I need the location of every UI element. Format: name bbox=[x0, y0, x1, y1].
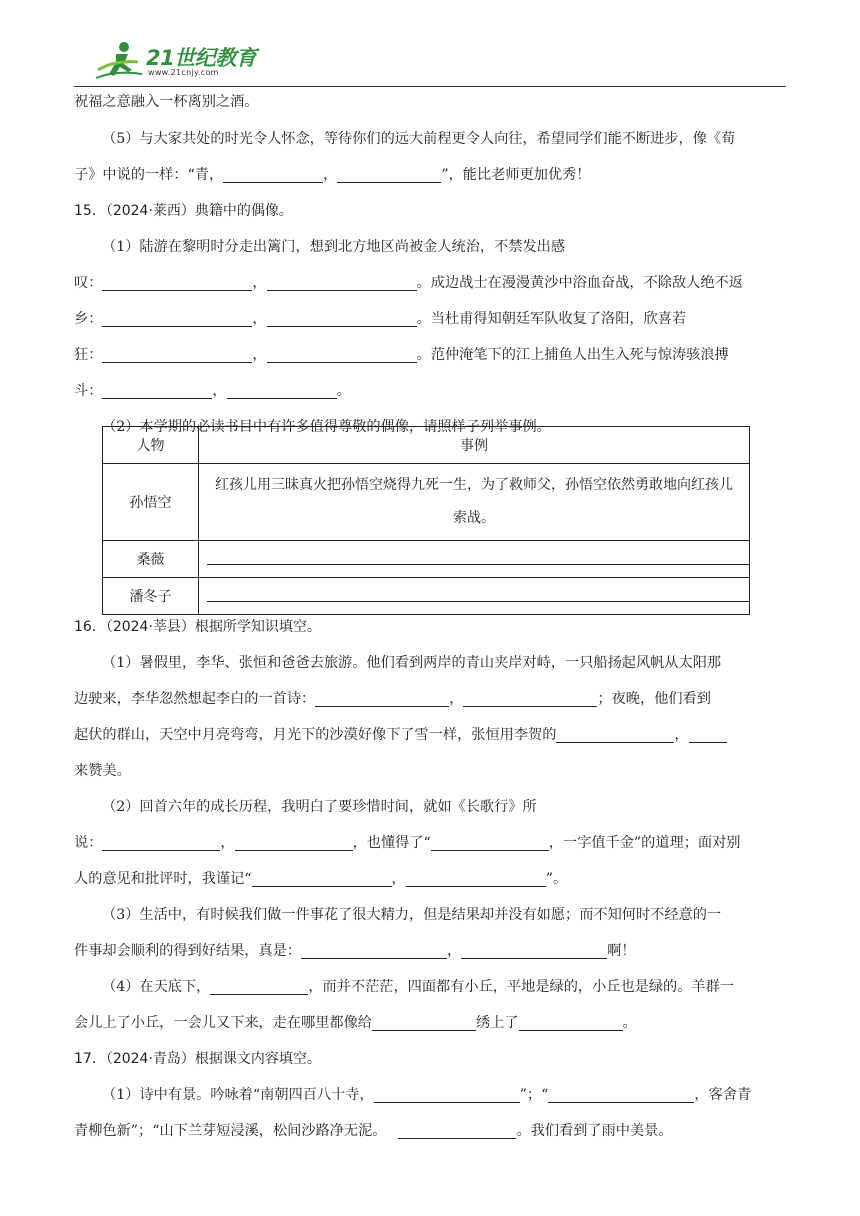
answer-blank[interactable] bbox=[374, 1082, 520, 1103]
answer-blank[interactable] bbox=[556, 722, 674, 743]
text: 。 bbox=[622, 1015, 637, 1031]
text: ， bbox=[220, 835, 235, 851]
text: 件事却会顺利的得到好结果，真是： bbox=[74, 943, 302, 959]
document-body bbox=[74, 88, 786, 445]
question-15-1-blanks-3 bbox=[74, 337, 786, 373]
text: ， bbox=[212, 383, 227, 399]
text: ， bbox=[674, 727, 689, 743]
text: 说： bbox=[74, 835, 103, 851]
answer-blank[interactable] bbox=[267, 306, 417, 327]
text: 人的意见和批评时，我谨记“ bbox=[74, 871, 252, 887]
text: 啊！ bbox=[607, 943, 636, 959]
answer-blank[interactable] bbox=[548, 1082, 694, 1103]
question-16-1-end bbox=[74, 753, 786, 789]
question-16-2-blanks-1 bbox=[74, 825, 786, 861]
text: ， bbox=[252, 311, 267, 327]
text: 乡： bbox=[74, 311, 103, 327]
table-cell-example: 红孩儿用三昧真火把孙悟空烧得九死一生，为了救师父，孙悟空依然勇敢地向红孩儿索战。 bbox=[199, 464, 750, 541]
question-15-1-blanks-1 bbox=[74, 265, 786, 301]
answer-blank[interactable] bbox=[227, 378, 337, 399]
text: 来赞美。 bbox=[74, 763, 131, 779]
text: 。成边战士在漫漫黄沙中浴血奋战，不除敌人绝不返 bbox=[416, 275, 743, 291]
text: 绣上了 bbox=[475, 1015, 519, 1031]
text: （5）与大家共处的时光令人怀念，等待你们的远大前程更令人向往，希望同学们能不断进步，像《荀 bbox=[102, 131, 736, 147]
question-17-1-blanks bbox=[74, 1113, 786, 1149]
text: ，客舍青 bbox=[694, 1087, 752, 1103]
text: 。当杜甫得知朝廷军队收复了洛阳，欣喜若 bbox=[416, 311, 687, 327]
question-15-1 bbox=[74, 229, 786, 265]
text: 起伏的群山，天空中月亮弯弯，月光下的沙漠好像下了雪一样，张恒用李贺的 bbox=[74, 727, 557, 743]
runner-logo-icon bbox=[94, 40, 146, 82]
text: ，一字值千金”的道理；面对别 bbox=[548, 835, 741, 851]
question-16-1 bbox=[74, 645, 786, 681]
logo-brand-text: 21世纪教育 bbox=[146, 46, 257, 70]
question-16-3-blanks bbox=[74, 933, 786, 969]
answer-blank[interactable] bbox=[102, 270, 252, 291]
text: （2）本学期的必读书目中有许多值得尊敬的偶像，请照样子列举事例。 bbox=[102, 419, 551, 435]
answer-blank[interactable] bbox=[235, 830, 353, 851]
page-header bbox=[74, 36, 786, 87]
text: ”，能比老师更加优秀！ bbox=[441, 167, 591, 183]
answer-blank[interactable] bbox=[267, 270, 417, 291]
table-cell-name: 孙悟空 bbox=[103, 464, 199, 541]
text: 。范仲淹笔下的江上捕鱼人出生入死与惊涛骇浪搏 bbox=[416, 347, 729, 363]
question-16-3 bbox=[74, 897, 786, 933]
question-17-title bbox=[74, 1041, 786, 1077]
question-title: 16．（2024·莘县）根据所学知识填空。 bbox=[74, 619, 321, 635]
question-16-2-blanks-2 bbox=[74, 861, 786, 897]
text: （3）生活中，有时候我们做一件事花了很大精力，但是结果却并没有如愿；而不知何时不经意的一 bbox=[102, 907, 722, 923]
text: ， bbox=[323, 167, 338, 183]
text: 青柳色新”；“山下兰芽短浸溪，松间沙路净无泥。 bbox=[74, 1123, 387, 1139]
text: ， bbox=[391, 871, 406, 887]
question-16-title bbox=[74, 609, 786, 645]
question-15-1-blanks-4 bbox=[74, 373, 786, 409]
answer-blank[interactable] bbox=[463, 686, 597, 707]
text: 斗： bbox=[74, 383, 103, 399]
table-cell-name: 桑薇 bbox=[103, 541, 199, 578]
text: ， bbox=[449, 691, 464, 707]
question-14-5-blanks bbox=[74, 157, 786, 193]
text: 会儿上了小丘，一会儿又下来，走在哪里都像给 bbox=[74, 1015, 372, 1031]
text: ；夜晚，他们看到 bbox=[597, 691, 711, 707]
question-14-5 bbox=[74, 121, 786, 157]
text: ， bbox=[447, 943, 462, 959]
table-header-row bbox=[103, 427, 750, 464]
question-15-1-blanks-2 bbox=[74, 301, 786, 337]
table-row bbox=[103, 541, 750, 578]
question-16-1-blanks-1 bbox=[74, 681, 786, 717]
answer-blank[interactable] bbox=[519, 1010, 623, 1031]
text: （2）回首六年的成长历程，我明白了要珍惜时间，就如《长歌行》所 bbox=[102, 799, 537, 815]
text: （1）诗中有景。吟咏着“南朝四百八十寺， bbox=[102, 1087, 374, 1103]
document-body-continued bbox=[74, 609, 786, 1149]
text: （4）在天底下， bbox=[102, 979, 211, 995]
answer-blank[interactable] bbox=[398, 1118, 516, 1139]
answer-blank[interactable] bbox=[372, 1010, 476, 1031]
answer-blank[interactable] bbox=[210, 974, 308, 995]
question-title: 15．（2024·莱西）典籍中的偶像。 bbox=[74, 203, 293, 219]
table-row bbox=[103, 464, 750, 541]
answer-blank[interactable] bbox=[102, 378, 212, 399]
answer-blank[interactable] bbox=[461, 938, 607, 959]
question-16-2 bbox=[74, 789, 786, 825]
site-logo bbox=[94, 40, 264, 84]
text: ”。 bbox=[545, 871, 568, 887]
text: ”；“ bbox=[519, 1087, 549, 1103]
answer-blank[interactable] bbox=[267, 342, 417, 363]
answer-blank[interactable] bbox=[252, 866, 392, 887]
question-16-1-blanks-2 bbox=[74, 717, 786, 753]
answer-blank[interactable] bbox=[102, 306, 252, 327]
question-16-4-blanks bbox=[74, 1005, 786, 1041]
answer-blank[interactable] bbox=[315, 686, 449, 707]
text: 子》中说的一样：“青， bbox=[74, 167, 224, 183]
question-title: 17．（2024·青岛）根据课文内容填空。 bbox=[74, 1051, 321, 1067]
answer-blank[interactable] bbox=[102, 342, 252, 363]
table-cell-answer[interactable] bbox=[199, 541, 750, 578]
table-header-example: 事例 bbox=[199, 427, 750, 464]
text: 。我们看到了雨中美景。 bbox=[516, 1123, 673, 1139]
text: ，而并不茫茫，四面都有小丘，平地是绿的，小丘也是绿的。羊群一 bbox=[308, 979, 734, 995]
logo-url-text: www.21cnjy.com bbox=[148, 68, 219, 77]
question-16-4 bbox=[74, 969, 786, 1005]
text: 边驶来，李华忽然想起李白的一首诗： bbox=[74, 691, 316, 707]
table-header-name: 人物 bbox=[103, 427, 199, 464]
text: （1）暑假里，李华、张恒和爸爸去旅游。他们看到两岸的青山夹岸对峙，一只船扬起风帆从太阳那 bbox=[102, 655, 722, 671]
answer-blank[interactable] bbox=[431, 830, 549, 851]
answer-blank[interactable] bbox=[337, 162, 441, 183]
answer-blank[interactable] bbox=[406, 866, 546, 887]
text: ， bbox=[252, 275, 267, 291]
idol-table bbox=[102, 426, 750, 615]
answer-line[interactable] bbox=[207, 587, 749, 602]
question-15-title bbox=[74, 193, 786, 229]
question-17-1 bbox=[74, 1077, 786, 1113]
text: （1）陆游在黎明时分走出篱门，想到北方地区尚被金人统治，不禁发出感 bbox=[102, 239, 566, 255]
text: ， bbox=[252, 347, 267, 363]
answer-line[interactable] bbox=[207, 550, 749, 565]
text: ，也懂得了“ bbox=[352, 835, 431, 851]
text: 叹： bbox=[74, 275, 103, 291]
answer-blank[interactable] bbox=[102, 830, 220, 851]
text: 狂： bbox=[74, 347, 103, 363]
text-line bbox=[74, 88, 786, 117]
text: 祝福之意融入一杯离别之酒。 bbox=[74, 94, 259, 110]
table-cell-name: 潘冬子 bbox=[103, 578, 199, 615]
answer-blank[interactable] bbox=[223, 162, 323, 183]
text: 。 bbox=[336, 383, 351, 399]
answer-blank[interactable] bbox=[301, 938, 447, 959]
answer-blank[interactable] bbox=[689, 722, 727, 743]
